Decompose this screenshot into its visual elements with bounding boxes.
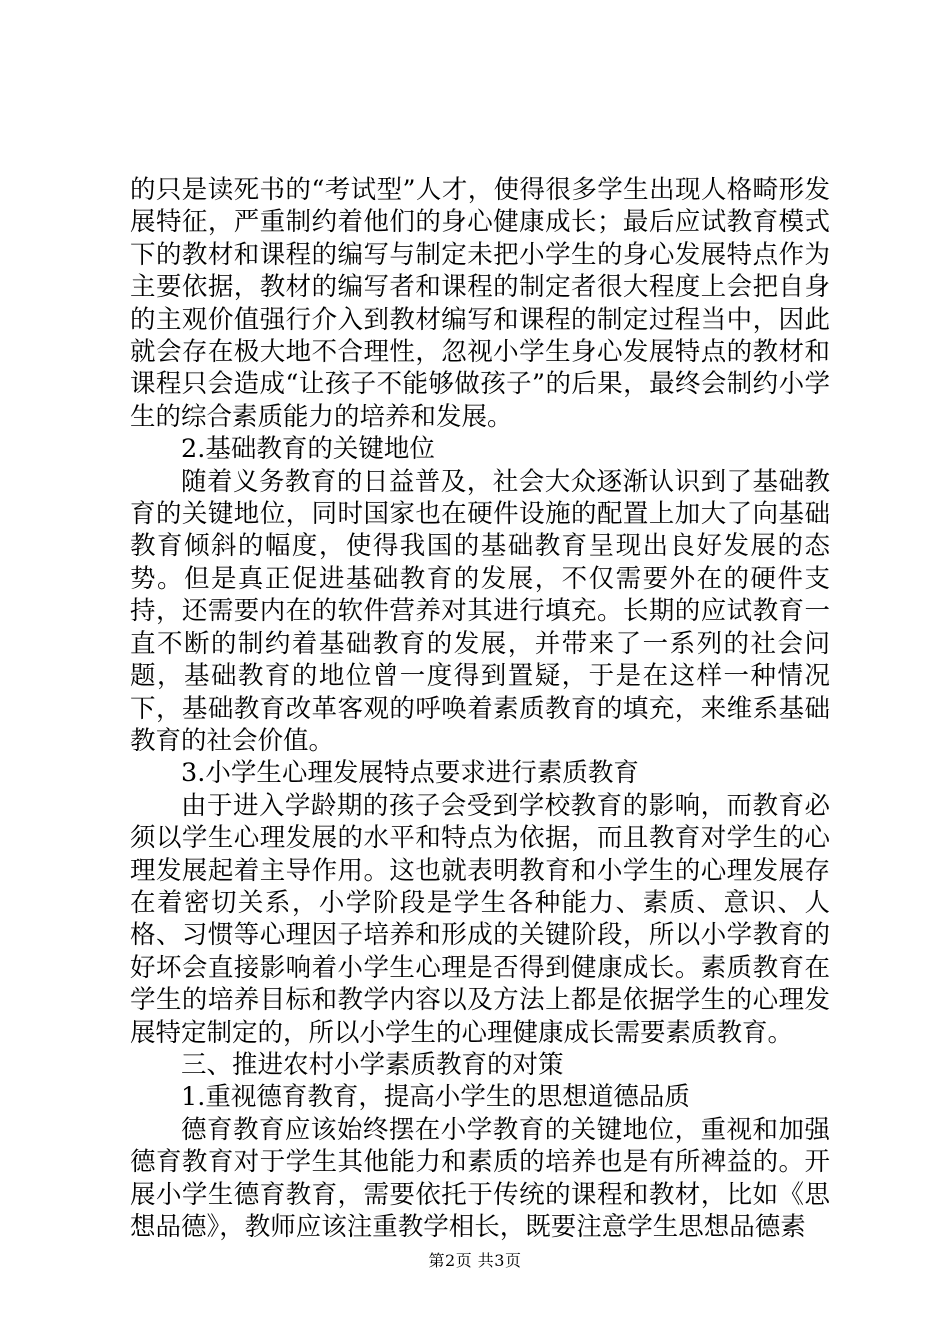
page-number-label: 第2页 共3页 xyxy=(428,1251,522,1270)
section-heading-psychology: 3.小学生心理发展特点要求进行素质教育 xyxy=(181,758,639,789)
paragraph-moral-education: 德育教育应该始终摆在小学教育的关键地位，重视和加强德育教育对于学生其他能力和素质的培养也是有所裨益的。开展小学生德育教育，需要依托于传统的课程和教材，比如《思想品德》，教师应该注重教学相长，既要注意学生思想品德素 xyxy=(130,1114,830,1242)
paragraph-continuation: 的只是读死书的“考试型”人才，使得很多学生出现人格畸形发展特征，严重制约着他们的身心健康成长；最后应试教育模式下的教材和课程的编写与制定未把小学生的身心发展特点作为主要依据，教材的编写者和课程的制定者很大程度上会把自身的主观价值强行介入到教材编写和课程的制定过程当中，因此就会存在极大地不合理性，忽视小学生身心发展特点的教材和课程只会造成“让孩子不能够做孩子”的后果，最终会制约小学生的综合素质能力的培养和发展。 xyxy=(130,175,830,432)
paragraph-basic-education: 随着义务教育的日益普及，社会大众逐渐认识到了基础教育的关键地位，同时国家也在硬件设施的配置上加大了向基础教育倾斜的幅度，使得我国的基础教育呈现出良好发展的态势。但是真正促进基础教育的发展，不仅需要外在的硬件支持，还需要内在的软件营养对其进行填充。长期的应试教育一直不断的制约着基础教育的发展，并带来了一系列的社会问题，基础教育的地位曾一度得到置疑，于是在这样一种情况下，基础教育改革客观的呼唤着素质教育的填充，来维系基础教育的社会价值。 xyxy=(130,466,830,756)
page-footer xyxy=(0,1251,950,1271)
section-heading-moral-education: 1.重视德育教育，提高小学生的思想道德品质 xyxy=(181,1082,690,1113)
section-heading-basic-education: 2.基础教育的关键地位 xyxy=(181,434,435,465)
chapter-heading-strategies: 三、推进农村小学素质教育的对策 xyxy=(181,1049,564,1080)
document-body xyxy=(130,174,830,1243)
paragraph-psychology: 由于进入学龄期的孩子会受到学校教育的影响，而教育必须以学生心理发展的水平和特点为依据，而且教育对学生的心理发展起着主导作用。这也就表明教育和小学生的心理发展存在着密切关系，小学阶段是学生各种能力、素质、意识、人格、习惯等心理因子培养和形成的关键阶段，所以小学教育的好坏会直接影响着小学生心理是否得到健康成长。素质教育在学生的培养目标和教学内容以及方法上都是依据学生的心理发展特定制定的，所以小学生的心理健康成长需要素质教育。 xyxy=(130,790,830,1048)
